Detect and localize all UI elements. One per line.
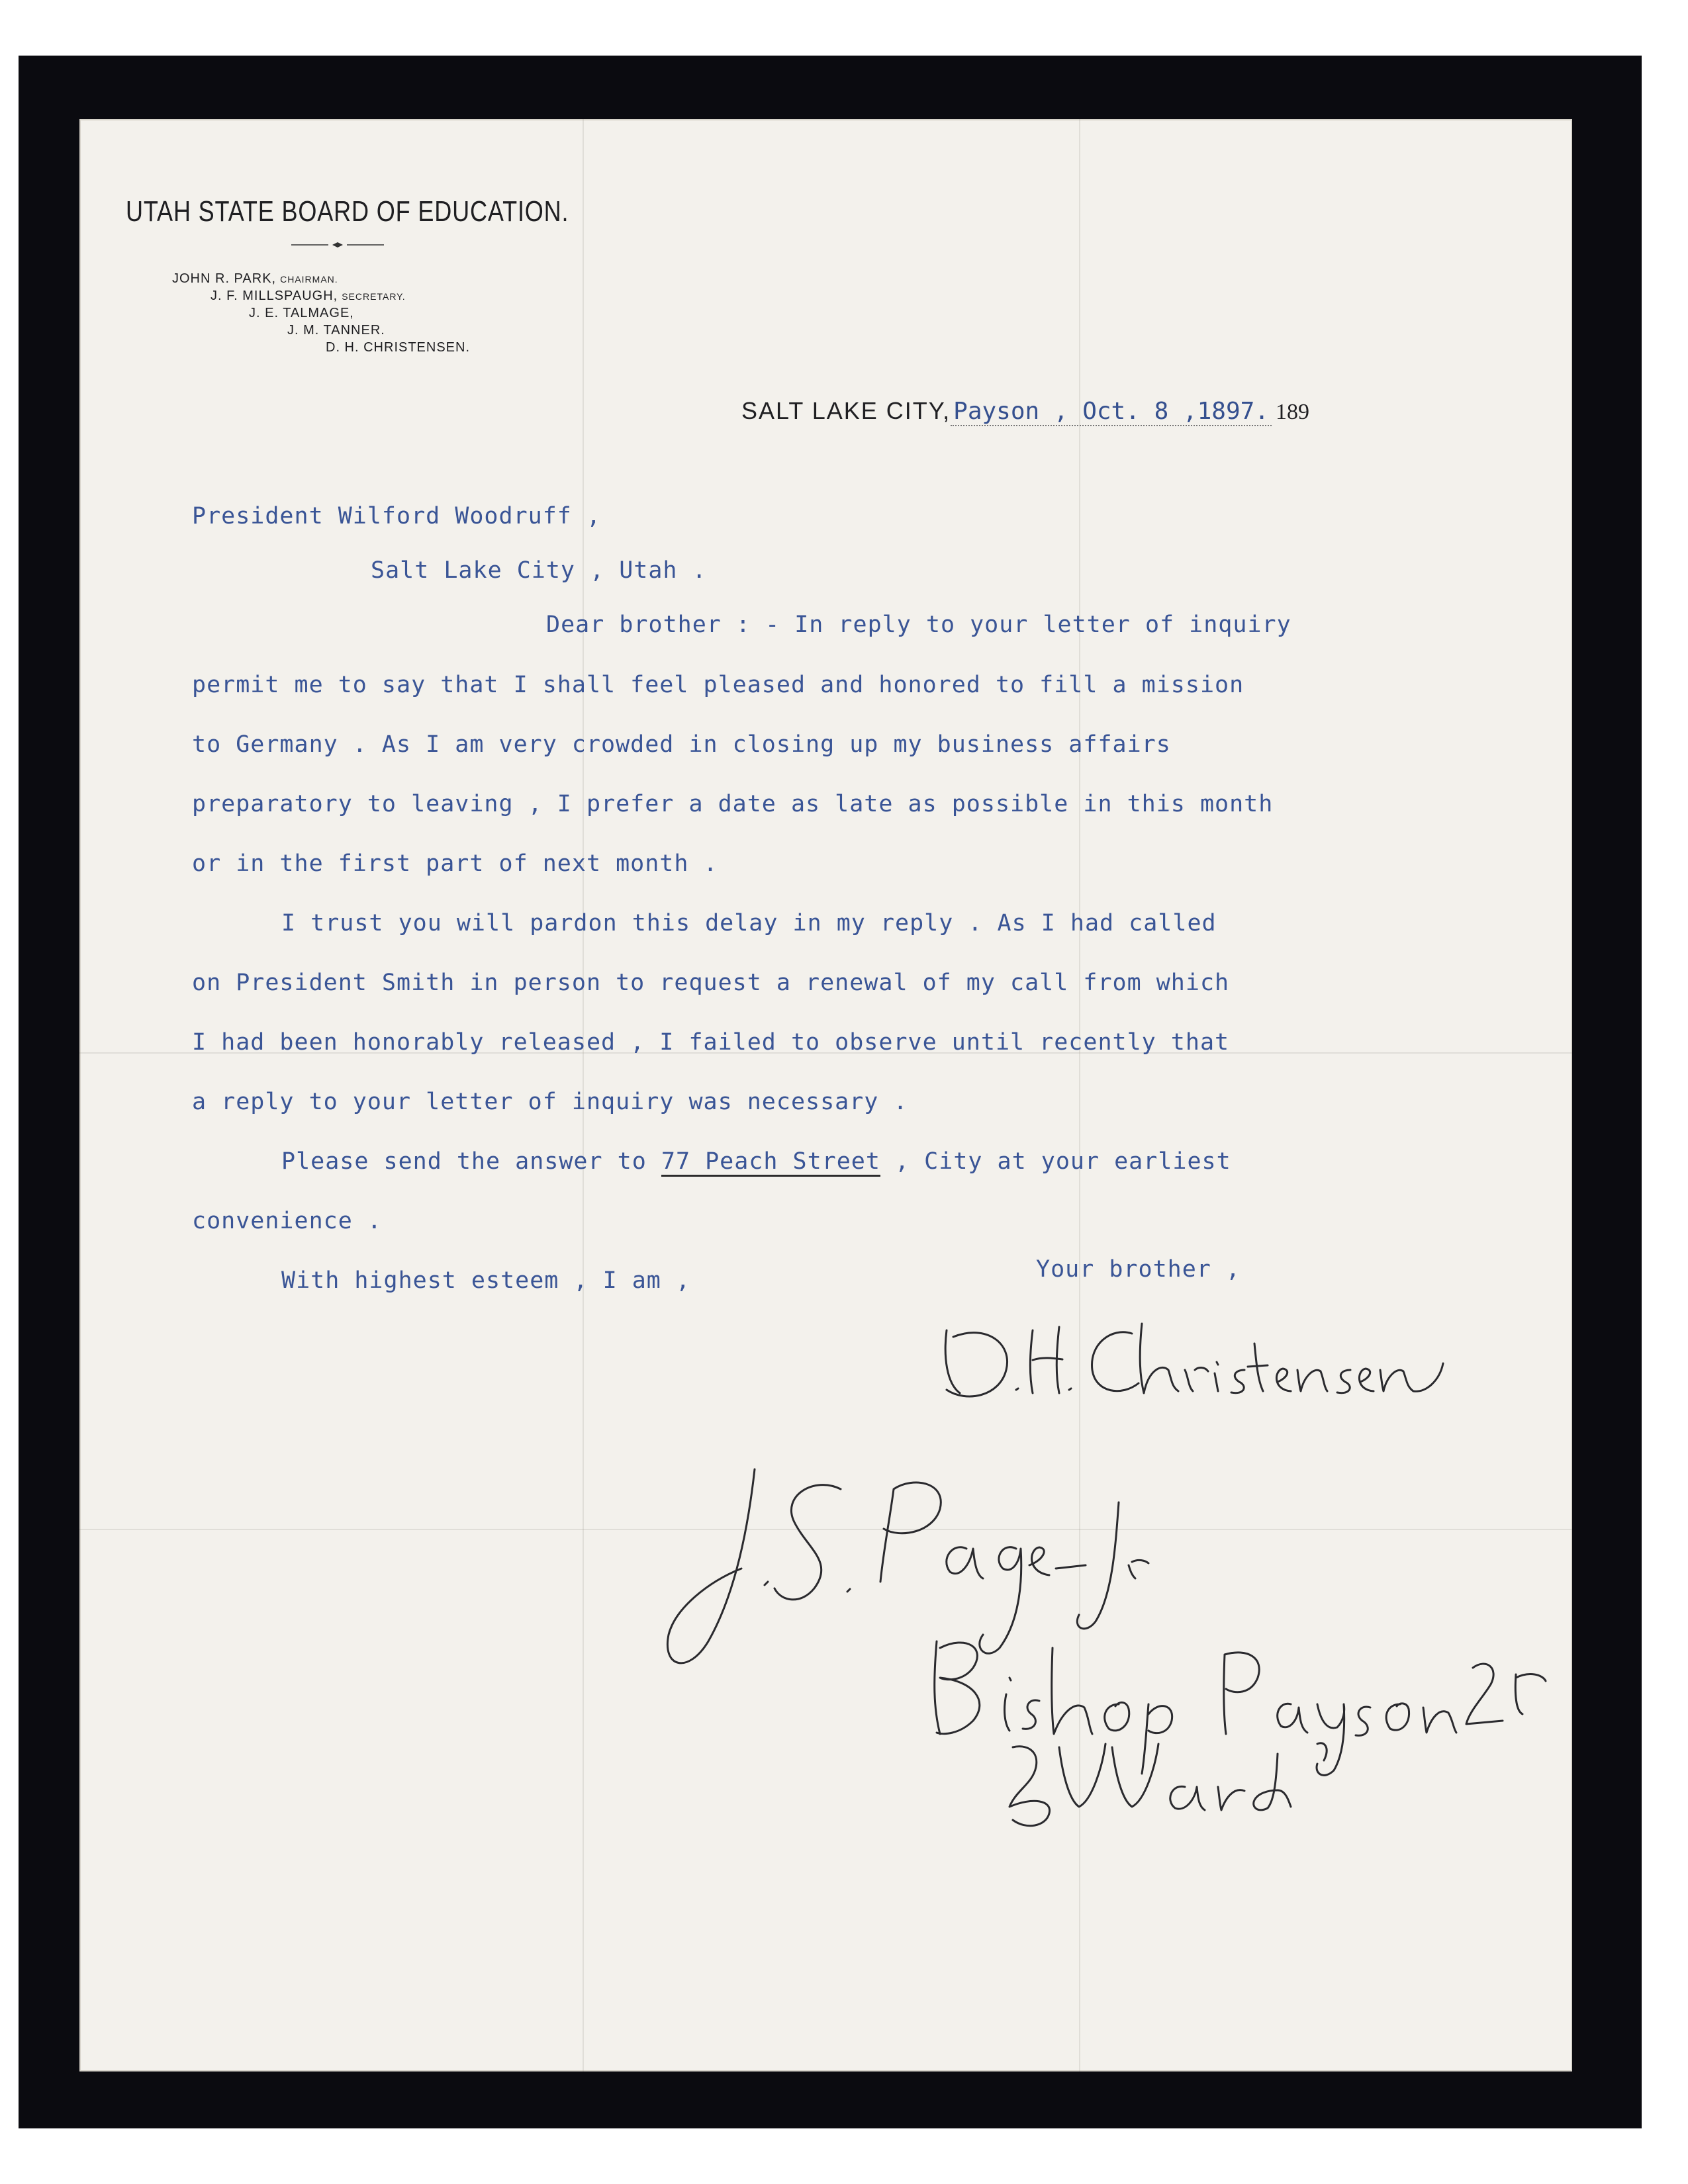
valediction: Your brother ,	[1036, 1256, 1241, 1283]
printed-year: 189	[1275, 400, 1309, 424]
letterhead-title: UTAH STATE BOARD OF EDUCATION.	[126, 195, 569, 228]
body-line: to Germany . As I am very crowded in closing up my business affairs	[192, 731, 1171, 758]
address: Salt Lake City , Utah .	[371, 557, 707, 584]
body-line: preparatory to leaving , I prefer a date as late as possible in this month	[192, 791, 1274, 817]
board-member: JOHN R. PARK, CHAIRMAN.	[172, 271, 338, 286]
signature-ward-title	[1006, 1734, 1569, 1833]
letterhead-ornament	[291, 242, 384, 248]
signature-page-endorsement	[655, 1449, 1569, 1780]
letter-page	[79, 119, 1572, 2071]
send-address-line: Please send the answer to 77 Peach Street , City at your earliest	[281, 1148, 1231, 1175]
body-line: or in the first part of next month .	[192, 850, 718, 877]
board-member: J. F. MILLSPAUGH, SECRETARY.	[211, 289, 406, 303]
body-line: I had been honorably released , I failed to observe until recently that	[192, 1029, 1230, 1056]
body-line: on President Smith in person to request a renewal of my call from which	[192, 970, 1230, 996]
dateline	[741, 397, 1309, 425]
signature-christensen	[933, 1304, 1463, 1416]
body-line: convenience .	[192, 1208, 382, 1234]
body-line: I trust you will pardon this delay in my reply . As I had called	[281, 910, 1217, 936]
board-member: D. H. CHRISTENSEN.	[326, 340, 471, 355]
body-line: permit me to say that I shall feel pleased and honored to fill a mission	[192, 672, 1244, 698]
body-line: a reply to your letter of inquiry was necessary .	[192, 1089, 908, 1115]
street-address: 77 Peach Street	[661, 1148, 880, 1177]
board-member: J. E. TALMAGE,	[249, 306, 354, 320]
typed-date: Payson , Oct. 8 ,1897.	[951, 398, 1272, 426]
board-member: J. M. TANNER.	[287, 323, 385, 338]
body-line: Dear brother : - In reply to your letter of inquiry	[546, 612, 1291, 638]
addressee: President Wilford Woodruff ,	[192, 503, 602, 529]
printed-city: SALT LAKE CITY,	[741, 397, 951, 424]
closing: With highest esteem , I am ,	[281, 1267, 691, 1294]
